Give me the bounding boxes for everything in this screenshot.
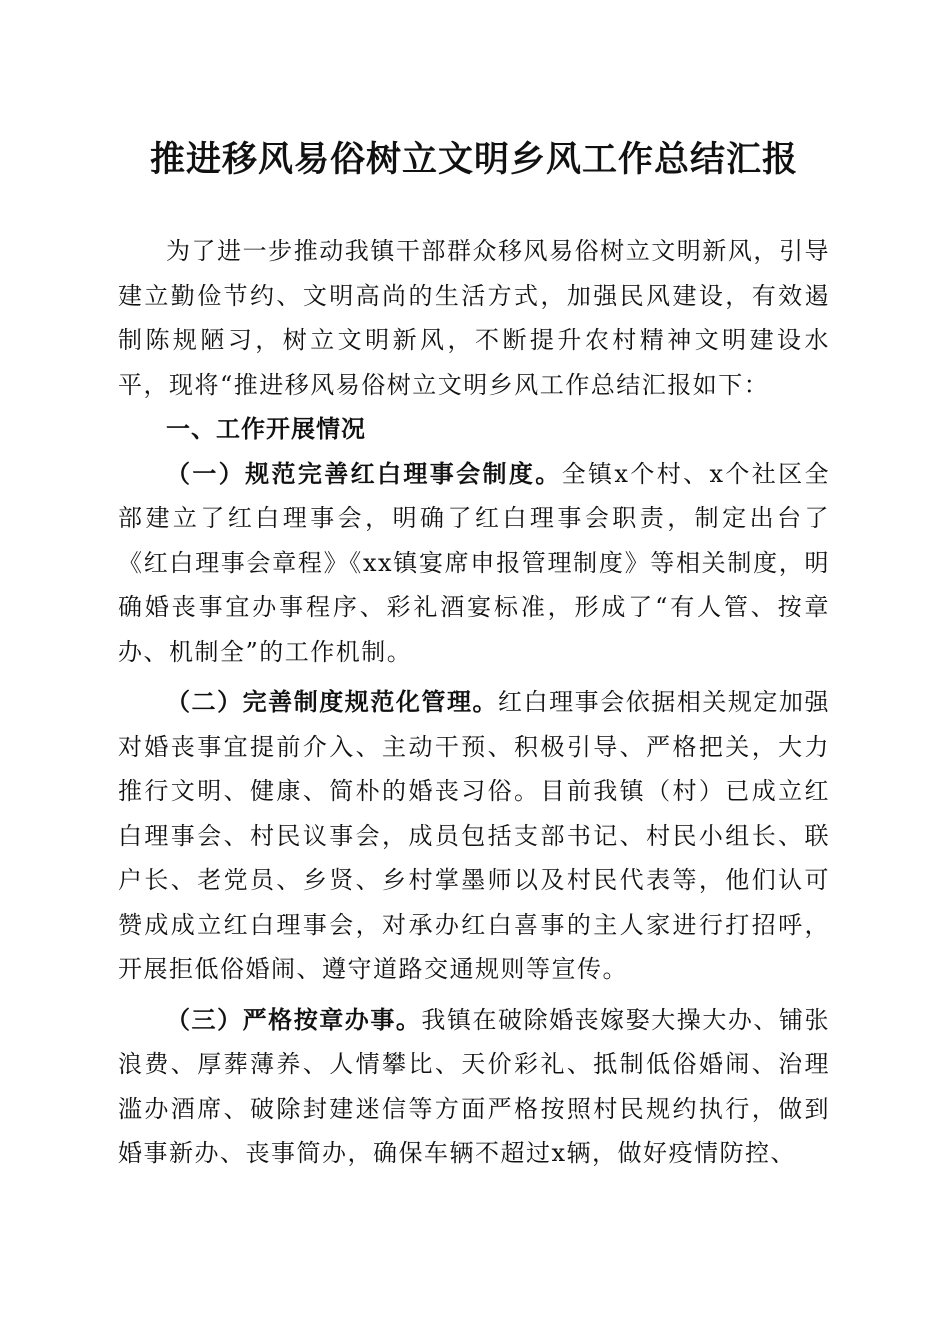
section-heading: 一、工作开展情况 [166, 415, 366, 443]
paragraph-text: 全镇x个村、x个社区全部建立了红白理事会，明确了红白理事会职责，制定出台了《红白理事会章程》《xx镇宴席申报管理制度》等相关制度，明确婚丧事宜办事程序、彩礼酒宴标准，形成了“有人管、按章办、机制全”的工作机制。 [118, 459, 830, 666]
paragraph-lead: （三）严格按章办事。 [166, 1004, 422, 1034]
intro-paragraph: 为了进一步推动我镇干部群众移风易俗树立文明新风，引导建立勤俭节约、文明高尚的生活方式，加强民风建设，有效遏制陈规陋习，树立文明新风，不断提升农村精神文明建设水平，现将“推进移风易俗树立文明乡风工作总结汇报如下： [118, 237, 830, 399]
document-title: 推进移风易俗树立文明乡风工作总结汇报 [149, 139, 798, 180]
paragraph-item-3 [118, 998, 830, 1176]
paragraph-text: 我镇在破除婚丧嫁娶大操大办、铺张浪费、厚葬薄养、人情攀比、天价彩礼、抵制低俗婚闹、治理滥办酒席、破除封建迷信等方面严格按照村民规约执行，做到婚事新办、丧事简办，确保车辆不超过x辆，做好疫情防控、 [118, 1005, 831, 1167]
paragraph-item-2 [118, 680, 830, 992]
paragraph-lead: （一）规范完善红白理事会制度。 [166, 458, 562, 488]
document-body [118, 229, 830, 1176]
paragraph-text: 红白理事会依据相关规定加强对婚丧事宜提前介入、主动干预、积极引导、严格把关，大力推行文明、健康、简朴的婚丧习俗。目前我镇（村）已成立红白理事会、村民议事会，成员包括支部书记、村民小组长、联户长、老党员、乡贤、乡村掌墨师以及村民代表等，他们认可赞成成立红白理事会，对承办红白喜事的主人家进行打招呼，开展拒低俗婚闹、遵守道路交通规则等宣传。 [118, 688, 831, 983]
paragraph-item-1 [118, 452, 830, 675]
paragraph-lead: （二）完善制度规范化管理。 [166, 687, 499, 716]
